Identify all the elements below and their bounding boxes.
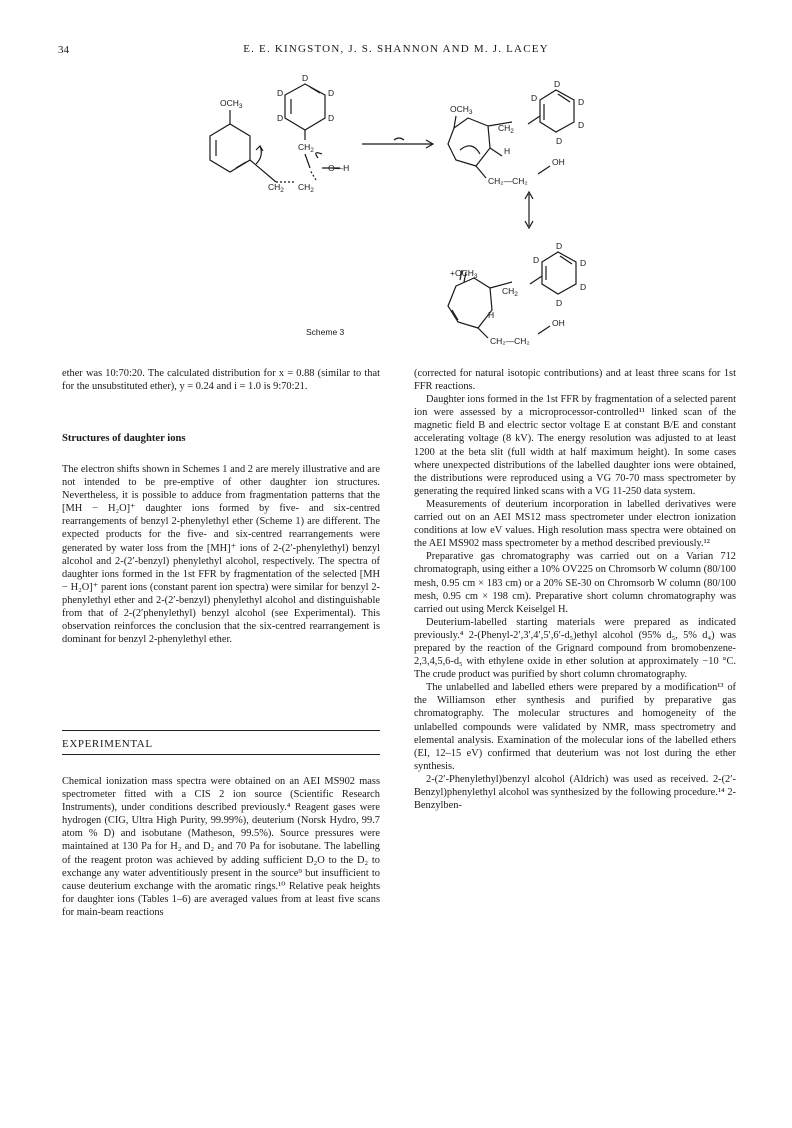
paragraph: The electron shifts shown in Schemes 1 and 2 are merely illustrative and are not intended to be pre-emptive of other daughter ion structures. Nevertheless, it is possible to adduce from fragmentation patterns that the [MH − H₂O]⁺ daughter ions formed by five- and six-centred rearrangements of benzyl 2-phenylethyl ether (Scheme 1) are different. The expected products for the five- and six-centred rearrangements were generated by water loss from the [MH]⁺ ions of 2-(2′-phenylethyl) benzyl alcohol and 2-(2′-benzyl) phenylethyl alcohol, respectively. The spectra of daughter ions formed in the 1st FFR by fragmentation of the selected [MH − H₂O]⁺ parent ions (constant parent ion spectra) were similar for benzyl 2-phenylethyl ether and 2-(2′-benzyl) phenylethyl alcohol and distinguishable from that of 2-(2′phenylethyl) benzyl alcohol (see Experimental). This observation reinforces the conclusion that the six-centred rearrangement is dominant for benzyl 2-phenylethyl ether. xyxy=(62,464,380,646)
label-oh-upper: OH xyxy=(552,157,565,167)
section-heading: Structures of daughter ions xyxy=(62,433,186,444)
product-ring-lower xyxy=(448,278,495,328)
paragraph: (corrected for natural isotopic contributions) and at least three scans for 1st FFR reactions. xyxy=(414,368,736,393)
label-o-h: O—H xyxy=(328,163,350,173)
label-ch2-left-b: $CH_2$ xyxy=(268,182,284,194)
left-column-experimental xyxy=(62,775,380,919)
left-column-body xyxy=(62,463,380,646)
d5-phenyl-ring-lower xyxy=(542,252,576,294)
right-column xyxy=(414,367,736,812)
paragraph: Deuterium-labelled starting materials were prepared as indicated previously.⁴ 2-(Phenyl-2′,3′,4′,5′,6′-d₅)ethyl alcohol (95% d₅, 5% d₄) was prepared by the reaction of the Grignard compound from bromobenzene-2,3,4,5,6-d₅ with ethylene oxide in ether solution at approximately −10 °C. The crude product was purified by short column chromatography. xyxy=(414,616,736,681)
paragraph: Measurements of deuterium incorporation in labelled derivatives were carried out on an AEI MS12 mass spectrometer under electron ionization conditions at low eV values. High resolution mass spectra were obtained on the AEI MS902 mass spectrometer by a method described previously.¹² xyxy=(414,498,736,550)
label-d-upper-2: D xyxy=(531,93,538,103)
label-h-upper: H xyxy=(504,146,511,156)
label-d-lower-5: D xyxy=(556,298,563,308)
label-d-left-2: D xyxy=(328,88,335,98)
label-d-upper-5: D xyxy=(556,136,563,146)
left-column-structures xyxy=(62,432,380,445)
label-h-lower: H xyxy=(488,310,495,320)
section-rule xyxy=(62,730,380,731)
label-d-upper-1: D xyxy=(554,79,561,89)
label-d-top-left: D xyxy=(302,73,309,83)
label-ch2-lower: $CH_2$ xyxy=(502,286,518,298)
label-d-left-4: D xyxy=(328,113,335,123)
scheme-3-figure xyxy=(150,70,670,350)
paragraph: Daughter ions formed in the 1st FFR by fragmentation of a selected parent ion were assessed by a microprocessor-controlled¹¹ linked scan of the magnetic field B and electric sector voltage E at constant B/E and constant accelerating voltage (8 kV). The energy resolution was adjusted to at least 1200 at the beta slit (full width at half maximum height). In some cases where unexpected distributions of the labelled daughter ions were obtained, the distributions were reproduced using a VG 70-70 mass spectrometer by generating the required linked scans with a VG 11-250 data system. xyxy=(414,394,736,497)
paragraph: Preparative gas chromatography was carried out on a Varian 712 chromatograph, using either a 10% OV225 on Chromsorb W column (80/100 mesh, 0.95 cm × 183 cm) or a 20% SE-30 on Chromsorb W column (80/100 mesh, 0.95 cm × 198 cm). Preparative short column chromatography was carried out using Merck Keiselgel H. xyxy=(414,551,736,615)
d5-phenyl-ring-upper xyxy=(540,90,574,132)
label-d-left-1: D xyxy=(277,88,284,98)
paragraph: 2-(2′-Phenylethyl)benzyl alcohol (Aldrich) was used as received. 2-(2′-Benzyl)phenylethyl alcohol was synthesized by the following procedure.¹⁴ 2-Benzylben- xyxy=(414,773,736,812)
label-d-left-3: D xyxy=(277,113,284,123)
running-title: E. E. KINGSTON, J. S. SHANNON AND M. J. LACEY xyxy=(243,43,549,55)
label-chain-upper: CH₂—CH₂ xyxy=(488,176,528,186)
label-chain-lower: CH₂—CH₂ xyxy=(490,336,530,346)
label-och3-upper: $OCH_3$ xyxy=(450,104,473,116)
paragraph: Chemical ionization mass spectra were obtained on an AEI MS902 mass spectrometer fitted with a CIS 2 ion source (Scientific Research Instruments), under conditions described previously.⁴ Reagent gases were hydrogen (CIG, Ultra High Purity, 99.99%), deuterium (Norsk Hydro, 99.7 atom % D) and isobutane (Matheson, 99.5%). Source pressures were maintained at 130 Pa for H₂ and D₂ and 70 Pa for isobutane. The labelling of the reagent proton was achieved by adding sufficient D₂O to the D₂ to exchange any water adventitiously present in the source⁹ but insufficient to cause deuterium exchange with the aromatic rings.¹⁰ Relative peak heights for daughter ions (Tables 1–6) are averaged values from at least five scans for main-beam reactions xyxy=(62,776,380,918)
paragraph: ether was 10:70:20. The calculated distribution for x = 0.88 (similar to that for the unsubstituted ether), y = 0.24 and i = 1.0 is 9:70:21. xyxy=(62,368,380,393)
scheme-caption: Scheme 3 xyxy=(306,327,345,337)
label-ch2-left-c: $CH_2$ xyxy=(298,182,314,194)
label-ch2-upper: $CH_2$ xyxy=(498,123,514,135)
label-d-lower-2: D xyxy=(533,255,540,265)
experimental-heading: EXPERIMENTAL xyxy=(62,738,380,755)
left-column-intro xyxy=(62,367,380,393)
scheme-3-drawing xyxy=(150,70,670,350)
label-och3-left: $OCH_3$ xyxy=(220,98,243,110)
label-oh-lower: OH xyxy=(552,318,565,328)
label-och3-plus-lower: $+OCH_3$ xyxy=(450,268,478,280)
label-d-upper-3: D xyxy=(578,97,585,107)
label-d-lower-1: D xyxy=(556,241,563,251)
label-d-lower-3: D xyxy=(580,258,587,268)
label-ch2-left-a: $CH_2$ xyxy=(298,142,314,154)
page-number: 34 xyxy=(58,44,69,56)
label-d-upper-4: D xyxy=(578,120,585,130)
label-d-lower-4: D xyxy=(580,282,587,292)
paragraph: The unlabelled and labelled ethers were prepared by a modification¹³ of the Williamson ether synthesis and purified by preparative gas chromatography. The molecular structures and homogeneity of the unlabelled compounds were validated by NMR, mass spectrometry and elemental analysis. Examination of the molecular ions of the labelled ethers (EI, 12–15 eV) confirmed that deuterium was not lost during the ether synthesis. xyxy=(414,682,736,772)
